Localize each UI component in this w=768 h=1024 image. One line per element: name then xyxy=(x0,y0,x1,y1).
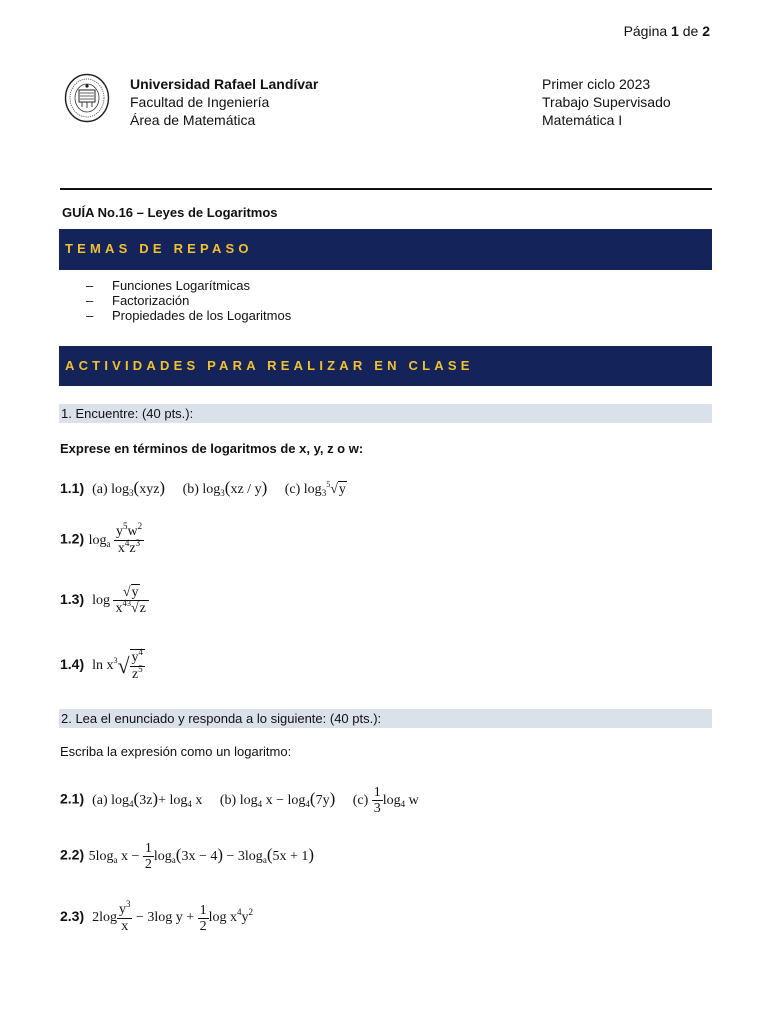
dash-icon: – xyxy=(86,308,94,323)
review-banner: TEMAS DE REPASO xyxy=(59,229,712,270)
guide-title: GUÍA No.16 – Leyes de Logaritmos xyxy=(62,205,278,220)
math-expression: 2log $\frac{y^3}{x}$ − 3log y + $\frac{1}{2}$ $\log x^4y^2$ xyxy=(88,899,254,934)
section1-title: 1. Encuentre: (40 pts.): xyxy=(59,404,712,423)
list-item: – Factorización xyxy=(86,293,190,308)
problem-2-2: 2.2) $5\log_a$ x − $\frac{1}{2}$ $\log_a(3x - 4) - 3\log_a(5x + 1)$ xyxy=(60,841,315,872)
page-number: Página 1 de 2 xyxy=(623,23,710,39)
faculty-name: Facultad de Ingeniería xyxy=(130,94,270,110)
section2-instruction: Escriba la expresión como un logaritmo: xyxy=(60,744,292,759)
header-divider xyxy=(60,188,712,190)
university-seal-icon xyxy=(64,73,110,123)
math-expression: $\ln x^3√$ $\frac{y^4}{z^5}$ xyxy=(88,647,144,682)
problem-1-2: 1.2) $\log_a$ $\frac{y^5w^2}{x^4z^3}$ xyxy=(60,521,143,556)
course-header xyxy=(542,75,671,129)
section2-title: 2. Lea el enunciado y responda a lo siguiente: (40 pts.): xyxy=(59,709,712,728)
math-expression: $5\log_a$ x − $\frac{1}{2}$ $\log_a(3x - 4) - 3\log_a(5x + 1)$ xyxy=(88,841,315,872)
university-name: Universidad Rafael Landívar xyxy=(130,76,319,92)
math-expression: $\log_a$ $\frac{y^5w^2}{x^4z^3}$ xyxy=(88,521,143,556)
problem-2-1: 2.1) (a) $\log_4(3z)+ \log_4 x$ (b) $\log_4 x - \log_4(7y)$ (c) $\frac{1}{3}$ $\log_4 w$ xyxy=(60,785,419,816)
list-item: – Propiedades de los Logaritmos xyxy=(86,308,292,323)
area-name: Área de Matemática xyxy=(130,112,256,128)
math-expression: log $\frac{√y}{x^{43}√z}$ xyxy=(89,593,149,608)
math-expression: (a) $\log_4(3z)+ \log_4 x$ (b) $\log_4 x - \log_4(7y)$ (c) $\frac{1}{3}$ $\log_4 w$ xyxy=(88,785,419,816)
cycle-text: Primer ciclo 2023 xyxy=(542,76,651,92)
class-activities-banner: ACTIVIDADES PARA REALIZAR EN CLASE xyxy=(59,346,712,386)
work-text: Trabajo Supervisado xyxy=(542,94,671,110)
section1-instruction: Exprese en términos de logaritmos de x, y, z o w: xyxy=(60,441,364,456)
math-expression: (a) $\log_3(xyz)$ (b) $\log_3(xz / y)$ (c) $\log_3^5√y$ xyxy=(88,478,346,498)
dash-icon: – xyxy=(86,278,94,293)
problem-1-3: 1.3) log $\frac{√y}{x^{43}√z}$ xyxy=(60,585,149,617)
dash-icon: – xyxy=(86,293,94,308)
course-text: Matemática I xyxy=(542,112,623,128)
problem-2-3: 2.3) 2log $\frac{y^3}{x}$ − 3log y + $\frac{1}{2}$ $\log x^4y^2$ xyxy=(60,899,254,934)
problem-1-1: 1.1) (a) $\log_3(xyz)$ (b) $\log_3(xz / y)$ (c) $\log_3^5√y$ xyxy=(60,478,346,498)
problem-1-4: 1.4) $\ln x^3√$ $\frac{y^4}{z^5}$ xyxy=(60,647,144,682)
institution-header xyxy=(130,75,318,129)
list-item: – Funciones Logarítmicas xyxy=(86,278,251,293)
